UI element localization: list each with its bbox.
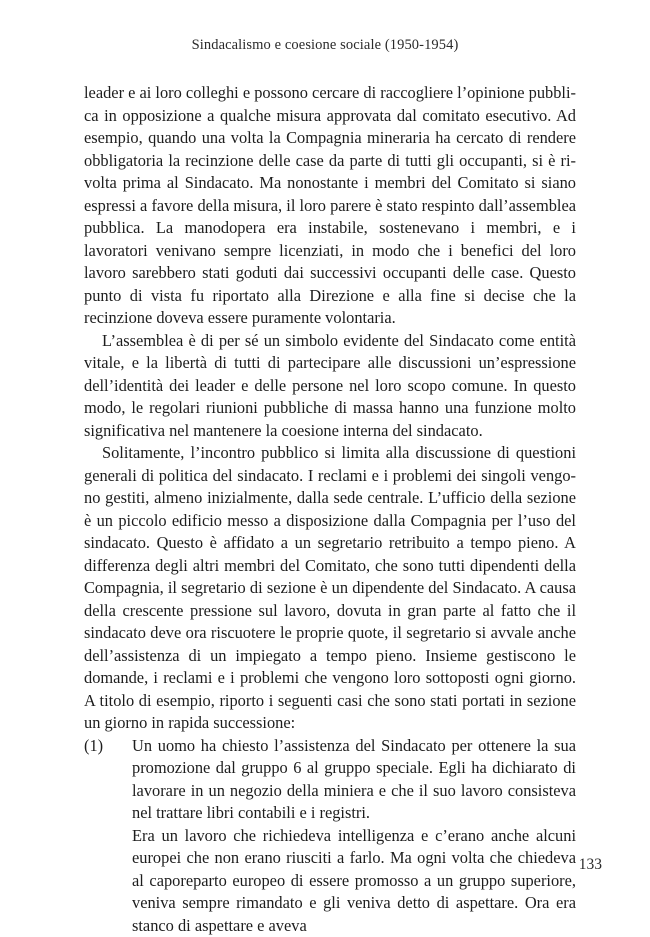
paragraph: Solitamente, l’incontro pubblico si limita alla discussione di questioni generali di politica del sindacato. I reclami e i problemi dei singoli vengono gestiti, almeno inizialmente, dalla sede centrale. L’ufficio della sezione è un piccolo edificio messo a disposizione dalla Compagnia per l’uso del sindacato. Questo è affidato a un segretario retribuito a tempo pieno. A differenza degli altri membri del Comitato, che sono tutti dipendenti della Compagnia, il segretario di sezione è un dipendente del Sindacato. A causa della crescente pressione sul lavoro, dovuta in gran parte al fatto che il sindacato deve ora riscuotere le proprie quote, il segretario si avvale anche dell’assistenza di un impiegato a tempo pieno. Insieme gestiscono le domande, i reclami e i problemi che vengono loro sottoposti ogni giorno. A titolo di esempio, riporto i seguenti casi che sono stati portati in sezione un giorno in rapida successione: <box>84 442 576 735</box>
running-head: Sindacalismo e coesione sociale (1950-1954) <box>0 37 650 54</box>
paragraph: L’assemblea è di per sé un simbolo evidente del Sindacato come entità vitale, e la libertà di tutti di partecipare alle discussioni un’espressione dell’identità dei leader e delle persone nel loro scopo comune. In questo modo, le regolari riunioni pubbliche di massa hanno una funzione molto significativa nel mantenere la coesione interna del sindacato. <box>84 330 576 443</box>
page-number: 133 <box>579 856 602 874</box>
list-item: (1) Un uomo ha chiesto l’assistenza del Sindacato per ottenere la sua promozione dal gruppo 6 al gruppo speciale. Egli ha dichiarato di lavorare in un negozio della miniera e che il suo lavoro consisteva nel trattare libri contabili e i registri. <box>84 735 576 825</box>
paragraph: leader e ai loro colleghi e possono cercare di raccogliere l’opinione pubblica in opposizione a qualche misura approvata dal comitato esecutivo. Ad esempio, quando una volta la Compagnia mineraria ha cercato di rendere obbligatoria la recinzione delle case da parte di tutti gli occupanti, si è rivolta prima al Sindacato. Ma nonostante i membri del Comitato si siano espressi a favore della misura, il loro parere è stato respinto dall’assemblea pubblica. La manodopera era instabile, sostenevano i membri, e i lavoratori venivano sempre licenziati, in modo che i benefici del loro lavoro sarebbero stati goduti dai successivi occupanti delle case. Questo punto di vista fu riportato alla Direzione e alla fine si decise che la recinzione doveva essere puramente volontaria. <box>84 82 576 330</box>
list-item-continuation: Era un lavoro che richiedeva intelligenza e c’erano anche alcuni europei che non erano riusciti a farlo. Ma ogni volta che chiedeva al caporeparto europeo di essere promosso a un gruppo superiore, veniva sempre rimandato e gli veniva detto di aspettare. Ora era stanco di aspettare e aveva <box>84 825 576 937</box>
body-text <box>84 82 576 937</box>
list-item-number: (1) <box>84 735 132 758</box>
